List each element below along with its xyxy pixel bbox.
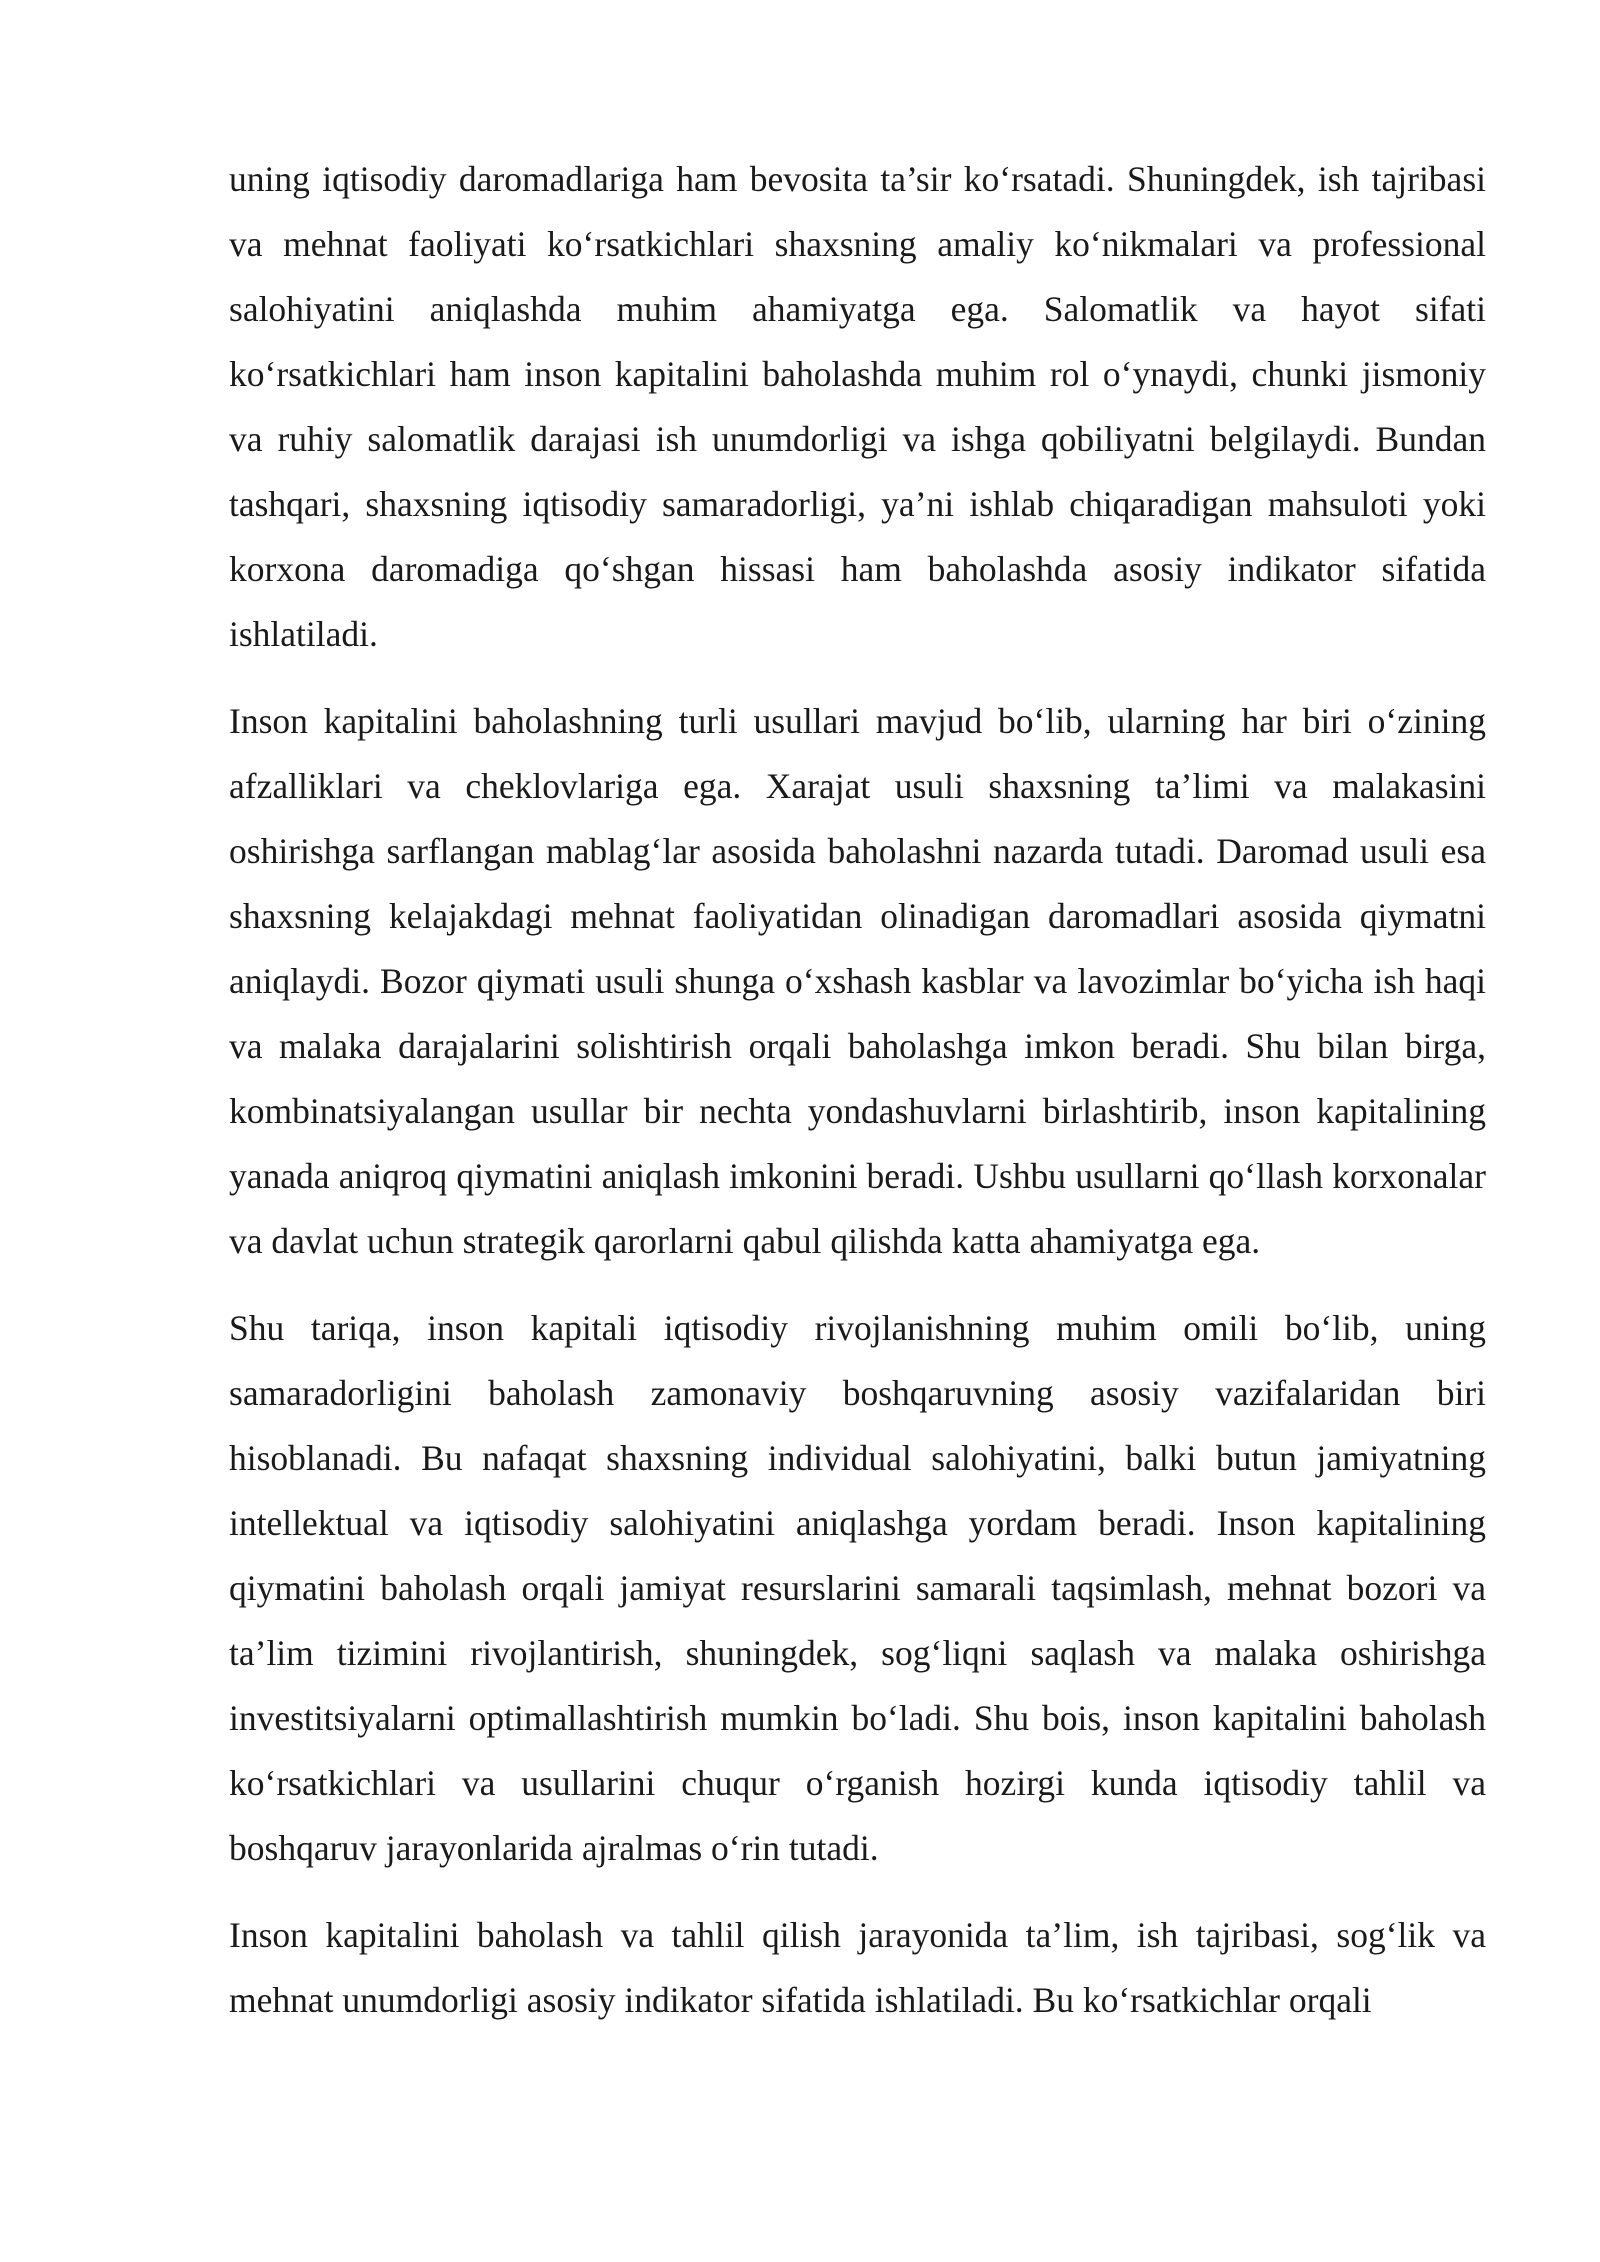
paragraph-1: uning iqtisodiy daromadlariga ham bevosita ta’sir ko‘rsatadi. Shuningdek, ish tajribasi va mehnat faoliyati ko‘rsatkichlari shaxsning amaliy ko‘nikmalari va professional salohiyatini aniqlashda muhim ahamiyatga ega. Salomatlik va hayot sifati ko‘rsatkichlari ham inson kapitalini baholashda muhim rol o‘ynaydi, chunki jismoniy va ruhiy salomatlik darajasi ish unumdorligi va ishga qobiliyatni belgilaydi. Bundan tashqari, shaxsning iqtisodiy samaradorligi, ya’ni ishlab chiqaradigan mahsuloti yoki korxona daromadiga qo‘shgan hissasi ham baholashda asosiy indikator sifatida ishlatiladi. [229, 159, 1486, 654]
paragraph-3: Shu tariqa, inson kapitali iqtisodiy rivojlanishning muhim omili bo‘lib, uning samaradorligini baholash zamonaviy boshqaruvning asosiy vazifalaridan biri hisoblanadi. Bu nafaqat shaxsning individual salohiyatini, balki butun jamiyatning intellektual va iqtisodiy salohiyatini aniqlashga yordam beradi. Inson kapitalining qiymatini baholash orqali jamiyat resurslarini samarali taqsimlash, mehnat bozori va ta’lim tizimini rivojlantirish, shuningdek, sog‘liqni saqlash va malaka oshirishga investitsiyalarni optimallashtirish mumkin bo‘ladi. Shu bois, inson kapitalini baholash ko‘rsatkichlari va usullarini chuqur o‘rganish hozirgi kunda iqtisodiy tahlil va boshqaruv jarayonlarida ajralmas o‘rin tutadi. [229, 1308, 1486, 1868]
paragraph-4: Inson kapitalini baholash va tahlil qilish jarayonida ta’lim, ish tajribasi, sog‘lik va mehnat unumdorligi asosiy indikator sifatida ishlatiladi. Bu ko‘rsatkichlar orqali [229, 1915, 1486, 2020]
body-text [229, 147, 1486, 2033]
paragraph-2: Inson kapitalini baholashning turli usullari mavjud bo‘lib, ularning har biri o‘zining afzalliklari va cheklovlariga ega. Xarajat usuli shaxsning ta’limi va malakasini oshirishga sarflangan mablag‘lar asosida baholashni nazarda tutadi. Daromad usuli esa shaxsning kelajakdagi mehnat faoliyatidan olinadigan daromadlari asosida qiymatni aniqlaydi. Bozor qiymati usuli shunga o‘xshash kasblar va lavozimlar bo‘yicha ish haqi va malaka darajalarini solishtirish orqali baholashga imkon beradi. Shu bilan birga, kombinatsiyalangan usullar bir nechta yondashuvlarni birlashtirib, inson kapitalining yanada aniqroq qiymatini aniqlash imkonini beradi. Ushbu usullarni qo‘llash korxonalar va davlat uchun strategik qarorlarni qabul qilishda katta ahamiyatga ega. [229, 701, 1486, 1261]
